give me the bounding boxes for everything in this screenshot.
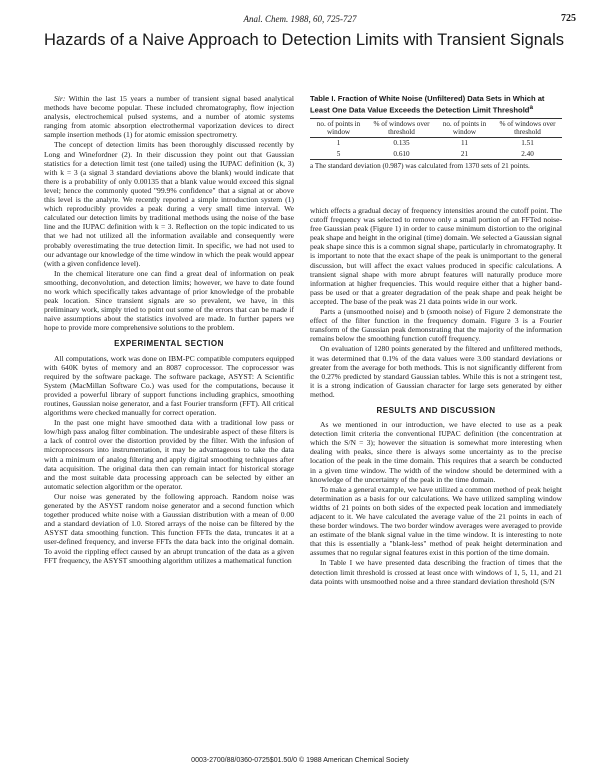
table-cell: 5 — [336, 149, 341, 158]
paragraph-evaluation: On evaluation of 1280 points generated by the filtered and unfiltered methods, it was determined that 0.1% of the data values were 3.00 standard deviations or greater from the average for both methods. This is not significantly different from the 0.27% predicted by standard Gaussian tables. While this is not a stringent test, it is a strong indication of Gaussian character for large sets generated by either method. — [310, 344, 562, 399]
table-cell: 2.40 — [521, 149, 534, 158]
table-footnote: a The standard deviation (0.987) was calculated from 1370 sets of 21 points. — [310, 162, 530, 171]
paragraph-intro — [44, 94, 294, 139]
table-cell: 0.135 — [393, 139, 410, 148]
table-cell: 1.51 — [521, 139, 534, 148]
table-header-cell: no. of points in window — [316, 119, 361, 136]
table-grid — [310, 118, 562, 161]
page-footer: 0003-2700/88/0360-0725$01.50/0 © 1988 American Chemical Society — [191, 757, 409, 764]
paragraph-example: To make a general example, we have utilized a common method of peak height determination as a basis for our calculations. We have utilized sampling window widths of 21 points on both sides of the expected peak location and immediately adjacent to it. We have calculated the average value of the 21 points in each of these border windows. The two border window averages were averaged to provide an estimate of the blank signal value in the time window. It is interesting to note that this is essentially a "blank-less" method of peak height determination and assumes that no regular signal features exist in this portion of the time domain. — [310, 484, 562, 558]
journal-citation: Anal. Chem. 1988, 60, 725-727 — [243, 14, 357, 24]
paragraph-detection-limits: The concept of detection limits has been thoroughly discussed recently by Long and Winefordner (2). In their discussion they point out that Gaussian statistics for a detection limit test (one tailed) using the IUPAC definition (k, 3) with k = 3 (a signal 3 standard deviations above the blank) would indicate that there is a probability of only 0.00135 that a blank value would exceed this signal level; hence the commonly quoted "99.9% confidence" that a signal at or above this level is the analyte. We recently reported a simple introduction system (1) which reproducibly provides a peak during a very small time interval. We calculated our detection limits by traditional methods using the noise of the base line and the IUPAC definition with k = 3. Reflection on the topic indicated to us that we had not utilized all the information available and consequently were probably overestimating the true detection limit. In specific, we had not used to our advantage our knowledge of the time window in which the peak would appear (with a given confidence level). — [44, 140, 294, 268]
left-column — [44, 94, 294, 565]
paragraph-computations: All computations, work was done on IBM-PC compatible computers equipped with 640K bytes of memory and an 8087 coprocessor. The coprocessor was required by the software package. The software package, ASYST: A Scientific System (MacMillan Software Co.) was used for the computations, because it provided a powerful library of support functions including graphics, smoothing routines, Gaussian noise generator, and a fast Fourier transform (FFT). All critical algorithms were checked manually for correct operation. — [44, 353, 294, 418]
paragraph-noise: Our noise was generated by the following approach. Random noise was generated by the ASYST random noise generator and a second function which together produced white noise with a Gaussian distribution with a mean of 0.00 and a standard deviation of 1.0. Stored arrays of the noise can be filtered by the ASYST data smoothing function. This function FFTs the data, truncates it at a user-defined frequency, and inverse FFTs the data back into the original domain. To avoid the rippling effect caused by an abrupt truncation of the data as a given FFT frequency, the ASYST smoothing algorithm utilizes a mathematical function — [44, 491, 294, 565]
table-cell: 11 — [461, 139, 468, 148]
table-caption: Table I. Fraction of White Noise (Unfiltered) Data Sets in Which at Least One Data Value Exceeds the Detection Limit Threshold$^a$ — [310, 94, 545, 115]
table-header-row — [310, 118, 562, 138]
paragraph-figure2: Parts a (unsmoothed noise) and b (smooth noise) of Figure 2 demonstrate the effect of the filter function in the frequency domain. Figure 3 is a Fourier transform of the Gaussian peak demonstrating that the majority of the information remains below the smoothing function cutoff frequency. — [310, 307, 562, 344]
table-cell: 1 — [336, 139, 341, 148]
salutation: Sir: — [54, 94, 66, 103]
right-column — [310, 206, 562, 586]
page-number: 725 — [561, 13, 576, 24]
table-cell: 21 — [460, 149, 469, 158]
paragraph-smoothing: which effects a gradual decay of frequency intensities around the cutoff point. The cutoff frequency was selected to remove only a small portion of an FFTed noise-free Gaussian peak (Figure 1) in order to cause minimum distortion to the original peak shape and height in the original (time) domain. We selected a Gaussian signal peak shape since this is a common signal shape, particularly in chromatography. It is important to note that the exact shape of the peak is unimportant to the general discussion, but will affect the exact values produced in specific calculations. A transient signal shape with more abrupt features will naturally produce more information at higher frequencies. This would require either that a higher band-pass be used or that a greater degradation of the peak shape and peak height be accepted. The base of the peak was 21 data points wide in our work. — [310, 206, 562, 306]
section-heading-results: RESULTS AND DISCUSSION — [376, 405, 496, 415]
paragraph-table-description: In Table I we have presented data describing the fraction of times that the detection limit threshold is crossed at least once with windows of 1, 5, 11, and 21 data points with unsmoothed noise and a three standard deviation threshold (S/N — [310, 558, 562, 586]
paragraph-intro-text: Within the last 15 years a number of transient signal based analytical methods have become popular. These included chromatography, flow injection analysis, electrochemical pulsed systems, and a number of atomic systems ranging from atomic absorption electrothermal vaporization devices to direct sample insertion methods (1) for atomic emission spectrometry. — [44, 94, 294, 140]
table-caption-mark: a — [529, 104, 533, 111]
paragraph-literature: In the chemical literature one can find a great deal of information on peak smoothing, deconvolution, and detection limits; however, we have to date found no work which specifically takes advantage of prior knowledge of the probable peak location. Since transient signals are so prevalent, we have, in this preliminary work, simply tried to point out some of the errors that can be made if naive assumptions about the statistics involved are made. In further papers we hope to provide more comprehensive solutions to the problem. — [44, 268, 294, 333]
section-heading-experimental: EXPERIMENTAL SECTION — [114, 339, 224, 349]
table-row — [310, 149, 562, 160]
table-header-cell: % of windows over threshold — [373, 119, 430, 136]
paragraph-iupac: As we mentioned in our introduction, we have elected to use as a peak detection limit criteria the conventional IUPAC definition (the concentration at which the S/N = 3); however the situation is somewhat more interesting when dealing with peaks, since there is always some uncertainty as to the precise location of the peak in the time domain. This requires that a search be conducted in a given time window. The width of the window should be determined with a knowledge of the uncertainty of the peak in the time domain. — [310, 420, 562, 484]
table-1 — [310, 94, 562, 171]
paragraph-filters: In the past one might have smoothed data with a traditional low pass or low/high pass analog filter combination. The undesirable aspect of these filters is a lack of control over the distortion provided by the filter. With the infusion of microprocessors into instrumentation, it may be advantageous to take the data with a minimum of analog filtering and apply digital smoothing techniques after data acquisition. The original data then can remain intact for historical storage and the most suitable data processing approach can be selected by either an automatic selection algorithm or the operator. — [44, 418, 294, 491]
table-row — [310, 138, 562, 149]
table-header-cell: no. of points in window — [442, 119, 487, 136]
table-header-cell: % of windows over threshold — [499, 119, 556, 136]
article-title: Hazards of a Naive Approach to Detection Limits with Transient Signals — [44, 31, 565, 49]
table-cell: 0.610 — [393, 149, 410, 158]
